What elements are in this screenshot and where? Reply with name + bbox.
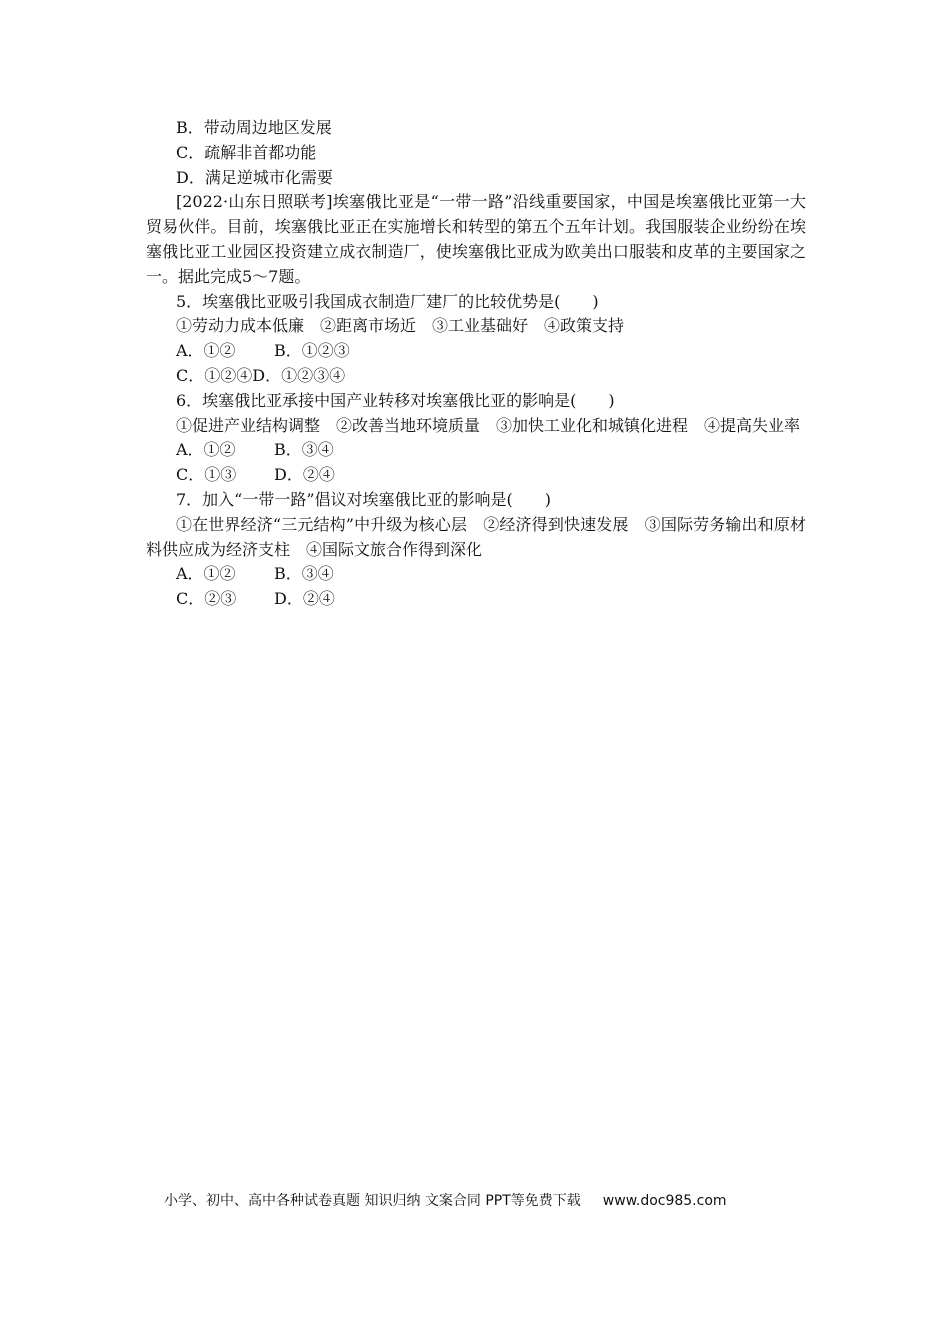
prev-option-d: D．满足逆城市化需要 [176,167,333,187]
material-passage: [2022·山东日照联考]埃塞俄比亚是“一带一路”沿线重要国家，中国是埃塞俄比亚第一大贸易伙伴。目前，埃塞俄比亚正在实施增长和转型的第五个五年计划。我国服装企业纷纷在埃塞俄比亚工业园区投资建立成衣制造厂，使埃塞俄比亚成为欧美出口服装和皮革的主要国家之一。据此完成5～7题。 [146,192,806,286]
prev-option-c: C．疏解非首都功能 [176,142,317,162]
question-5-option-c: C．①②④ [176,365,253,385]
question-7-option-d: D．②④ [274,589,335,609]
question-5-option-a: A．①② [176,341,236,361]
question-6-options-row-2 [146,463,806,488]
question-7-stem: 7．加入“一带一路”倡议对埃塞俄比亚的影响是( ) [176,489,552,509]
question-5-options-row-1 [146,339,806,364]
question-7-option-b: B．③④ [274,564,334,584]
question-7-option-c: C．②③ [176,589,237,609]
question-7-items: ①在世界经济“三元结构”中升级为核心层 ②经济得到快速发展 ③国际劳务输出和原材料供应成为经济支柱 ④国际文旅合作得到深化 [146,514,806,559]
question-5-option-b: B．①②③ [274,341,350,361]
prev-option-b: B．带动周边地区发展 [176,118,332,137]
question-7-options-row-2 [146,587,806,612]
question-6-option-d: D．②④ [274,465,335,485]
question-5-items: ①劳动力成本低廉 ②距离市场近 ③工业基础好 ④政策支持 [176,316,625,336]
document-body [146,116,806,612]
question-7-options-row-1 [146,562,806,587]
question-6-items: ①促进产业结构调整 ②改善当地环境质量 ③加快工业化和城镇化进程 ④提高失业率 [176,415,801,435]
question-7-option-a: A．①② [176,564,236,584]
footer-url-link[interactable]: www.doc985.com [602,1193,727,1209]
footer-text: 小学、初中、高中各种试卷真题 知识归纳 文案合同 PPT等免费下载 [164,1193,581,1209]
question-5-option-d: D．①②③④ [252,365,346,385]
question-6-option-a: A．①② [176,440,236,460]
question-6-stem: 6．埃塞俄比亚承接中国产业转移对埃塞俄比亚的影响是( ) [176,390,615,410]
question-6-option-c: C．①③ [176,465,237,485]
question-5-stem: 5．埃塞俄比亚吸引我国成衣制造厂建厂的比较优势是( ) [176,291,599,311]
question-6-option-b: B．③④ [274,440,334,460]
question-6-options-row-1 [146,438,806,463]
page-footer [164,1190,727,1210]
question-5-options-row-2 [146,364,806,389]
